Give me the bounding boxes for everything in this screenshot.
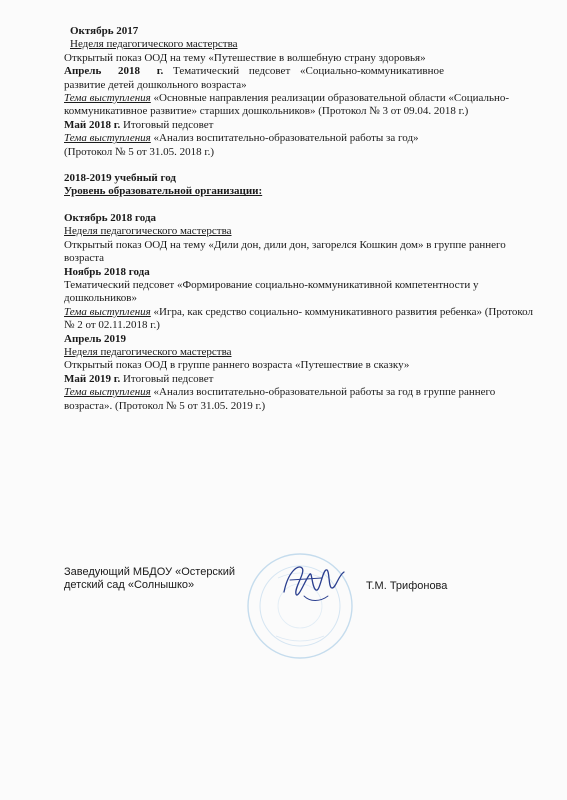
topic-label: Тема выступления <box>64 92 151 105</box>
section-title-oct-2018: Октябрь 2018 года <box>64 211 157 224</box>
topic-text: «Основные направления реализации образовательной области «Социально-коммуникативное развитие» старших дошкольников» (Протокол № 3 от 09.04. 2018 г.) <box>64 92 510 118</box>
mastery-week-heading: Неделя педагогического мастерства <box>64 345 232 358</box>
document-body <box>64 25 536 413</box>
apr-2018-line <box>64 65 536 78</box>
position-line: детский сад «Солнышко» <box>64 579 195 592</box>
section-title-nov-2018: Ноябрь 2018 года <box>64 265 150 278</box>
mastery-week-heading: Неделя педагогического мастерства <box>64 225 232 238</box>
topic-text: «Анализ воспитательно-образовательной работы за год» <box>150 132 419 145</box>
topic-label: Тема выступления <box>64 305 151 318</box>
academic-year-heading: 2018-2019 учебный год <box>64 172 176 185</box>
section-title-apr-2018: Апрель 2018 г. <box>64 65 164 78</box>
open-show-text: Открытый показ ООД на тему «Дили дон, дили дон, загорелся Кошкин дом» в группе раннего возраста <box>64 238 506 265</box>
apr-2018-council-cont: развитие детей дошкольного возраста» <box>64 78 247 91</box>
topic-text: «Анализ воспитательно-образовательной работы за год в группе раннего возраста». (Протокол № 5 от 31.05. 2019 г.) <box>64 386 496 412</box>
section-title-apr-2019: Апрель 2019 <box>64 332 127 345</box>
position-line: Заведующий МБДОУ «Остерский <box>64 566 236 578</box>
handwritten-signature-icon <box>276 558 356 608</box>
section-title-oct-2017: Октябрь 2017 <box>70 25 139 37</box>
org-level-heading: Уровень образовательной организации: <box>64 185 263 198</box>
apr-2018-council: Тематический педсовет «Социально-коммуникативное <box>163 65 444 78</box>
topic-label: Тема выступления <box>64 132 151 145</box>
may-2018-protocol: (Протокол № 5 от 31.05. 2018 г.) <box>64 145 215 158</box>
open-show-text: Открытый показ ООД на тему «Путешествие в волшебную страну здоровья» <box>64 51 426 64</box>
may-2019-line <box>64 373 536 386</box>
section-title-may-2018: Май 2018 г. <box>64 118 121 131</box>
mastery-week-heading: Неделя педагогического мастерства <box>70 38 238 51</box>
apr-2018-topic <box>64 92 536 119</box>
topic-label: Тема выступления <box>64 386 151 399</box>
thematic-council-text: Тематический педсовет «Формирование социально-коммуникативной компетентности у дошкольников» <box>64 278 479 305</box>
signatory-name: Т.М. Трифонова <box>366 580 448 592</box>
section-title-may-2019: Май 2019 г. <box>64 372 121 385</box>
may-2018-line <box>64 119 536 132</box>
topic-text: «Игра, как средство социально- коммуникативного развития ребенка» (Протокол № 2 от 02.11.2018 г.) <box>64 305 534 332</box>
may-2019-topic <box>64 386 536 413</box>
final-council-text: Итоговый педсовет <box>120 372 214 385</box>
nov-2018-topic <box>64 306 536 333</box>
final-council-text: Итоговый педсовет <box>120 118 214 131</box>
signatory-position <box>64 566 264 593</box>
open-show-text: Открытый показ ООД в группе раннего возраста «Путешествие в сказку» <box>64 359 410 372</box>
may-2018-topic <box>64 132 536 145</box>
